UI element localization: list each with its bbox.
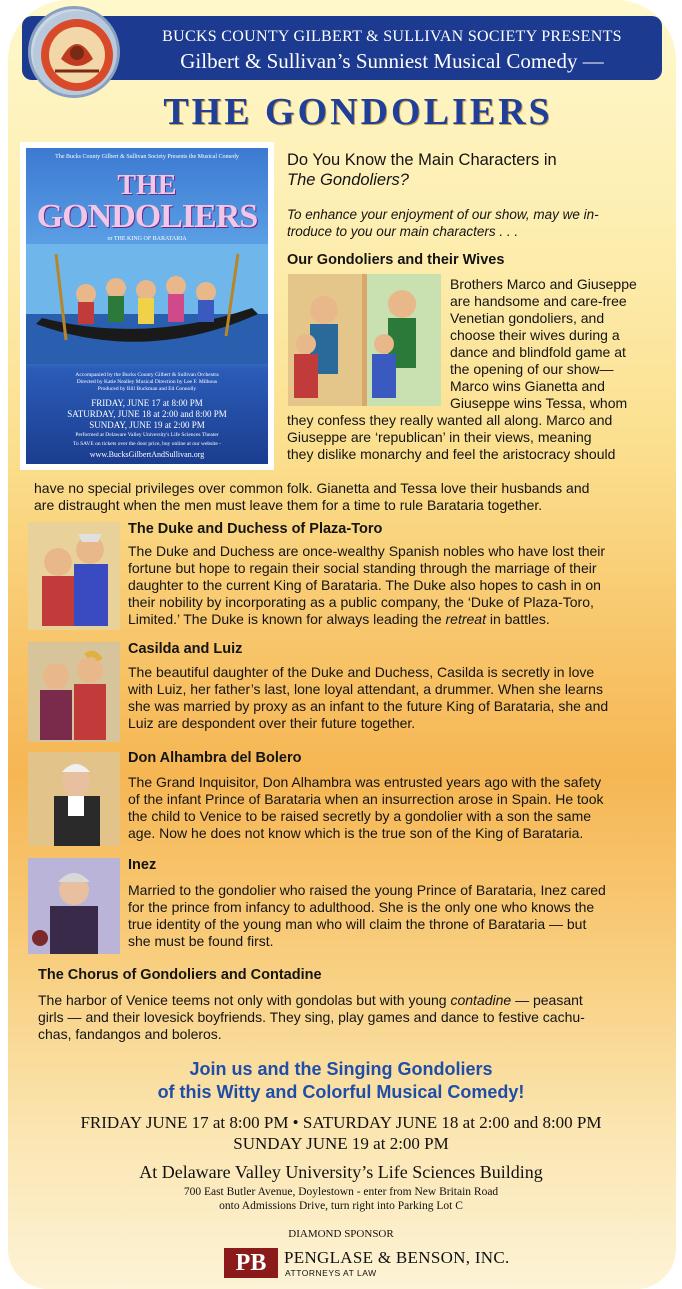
show-title: THE GONDOLIERS bbox=[163, 91, 553, 133]
don-text bbox=[128, 774, 604, 842]
wives-line: they dislike monarchy and feel the aristocracy should bbox=[287, 446, 616, 462]
intro-lead-line-2: troduce to you our main characters . . . bbox=[287, 224, 519, 239]
duke-text bbox=[128, 543, 605, 628]
casilda-line: Luiz are despondent over their future together. bbox=[128, 715, 416, 731]
section-heading-casilda: Casilda and Luiz bbox=[128, 641, 243, 657]
wives-line: are handsome and care-free bbox=[450, 293, 627, 309]
flyer-page bbox=[8, 0, 676, 1289]
presenter-line: BUCKS COUNTY GILBERT & SULLIVAN SOCIETY PRESENTS bbox=[162, 28, 622, 45]
section-heading-don: Don Alhambra del Bolero bbox=[128, 750, 302, 766]
chorus-line-tail: — peasant bbox=[511, 992, 583, 1008]
casilda-line: The beautiful daughter of the Duke and Duchess, Casilda is secretly in love bbox=[128, 664, 595, 680]
sponsor-subtitle: ATTORNEYS AT LAW bbox=[285, 1268, 377, 1278]
don-alhambra-image bbox=[28, 752, 120, 846]
poster-date-1: FRIDAY, JUNE 17 at 8:00 PM bbox=[91, 398, 203, 408]
casilda-line: she was married by proxy as an infant to the future King of Barataria, she and bbox=[128, 698, 609, 714]
call-to-action bbox=[8, 1058, 676, 1104]
cta-line-2: of this Witty and Colorful Musical Comedy! bbox=[157, 1082, 525, 1102]
poster-date-3: SUNDAY, JUNE 19 at 2:00 PM bbox=[89, 420, 205, 430]
venue-name: At Delaware Valley University’s Life Sciences Building bbox=[139, 1162, 543, 1182]
sponsor-logo: PB bbox=[224, 1248, 278, 1278]
inez-image bbox=[28, 858, 120, 954]
show-poster bbox=[20, 142, 274, 470]
duke-italic-word: retreat bbox=[445, 611, 486, 627]
inez-line: for the prince from infancy to adulthood. She is the only one who knows the bbox=[128, 899, 595, 915]
wives-line: Venetian gondoliers, and bbox=[450, 310, 605, 326]
venue-address bbox=[8, 1185, 676, 1213]
duke-duchess-image bbox=[28, 522, 120, 630]
intro-lead bbox=[287, 206, 599, 240]
sponsor-name: PENGLASE & BENSON, INC. bbox=[284, 1248, 510, 1267]
chorus-line-text: The harbor of Venice teems not only with gondolas but with young bbox=[38, 992, 451, 1008]
section-heading-inez: Inez bbox=[128, 857, 157, 873]
poster-title-the: THE bbox=[117, 170, 177, 201]
wives-line: are distraught when the men must leave them for a time to rule Barataria together. bbox=[34, 497, 543, 513]
inez-line: true identity of the young man who will claim the throne of Barataria — but bbox=[128, 916, 587, 932]
chorus-line-3: chas, fandangos and boleros. bbox=[38, 1026, 222, 1042]
poster-credits-3: Produced by Bill Buckman and Ed Connolly bbox=[97, 386, 197, 392]
chorus-line-1 bbox=[38, 992, 585, 1009]
wives-line: choose their wives during a bbox=[450, 327, 620, 343]
tagline: Gilbert & Sullivan’s Sunniest Musical Comedy — bbox=[180, 49, 604, 73]
don-line: age. Now he does not know which is the true son of the King of Barataria. bbox=[128, 825, 584, 841]
address-line-1: 700 East Butler Avenue, Doylestown - enter from New Britain Road bbox=[183, 1186, 499, 1198]
address-line-2: onto Admissions Drive, turn right into Parking Lot C bbox=[219, 1200, 463, 1212]
poster-credits-2: Directed by Katie Nealley Musical Direction by Lee F. Milhous bbox=[76, 379, 218, 385]
sponsor-label: DIAMOND SPONSOR bbox=[288, 1228, 394, 1240]
poster-date-2: SATURDAY, JUNE 18 at 2:00 and 8:00 PM bbox=[67, 409, 227, 419]
chorus-text bbox=[38, 992, 585, 1043]
casilda-luiz-image bbox=[28, 642, 120, 742]
wives-line: they confess they really wanted all along. Marco and bbox=[287, 412, 613, 428]
poster-credits-1: Accompanied by the Bucks County Gilbert & Sullivan Orchestra bbox=[75, 372, 219, 378]
dates-line-2: SUNDAY JUNE 19 at 2:00 PM bbox=[233, 1134, 449, 1153]
poster-top-line: The Bucks County Gilbert & Sullivan Society Presents the Musical Comedy bbox=[55, 154, 239, 160]
inez-text bbox=[128, 882, 606, 950]
duke-line: The Duke and Duchess are once-wealthy Spanish nobles who have lost their bbox=[128, 543, 606, 559]
intro-lead-line-1: To enhance your enjoyment of our show, may we in- bbox=[287, 207, 599, 222]
poster-venue: Performed at Delaware Valley University's Life Sciences Theater bbox=[75, 432, 219, 438]
wives-line: Giuseppe are ‘republican’ in their views, meaning bbox=[287, 429, 592, 445]
duke-line: fortune but hope to regain their social standing through the marriage of their bbox=[128, 560, 597, 576]
duke-line: daughter to the current King of Barataria. The Duke also hopes to cash in on bbox=[128, 577, 601, 593]
intro-heading-line-2: The Gondoliers? bbox=[287, 171, 409, 189]
don-line: the child to Venice to be raised secretly by a gondolier with a son the same bbox=[128, 808, 592, 824]
section-heading-duke: The Duke and Duchess of Plaza-Toro bbox=[128, 521, 383, 537]
poster-gondola-illustration bbox=[26, 244, 268, 364]
wives-line: dance and blindfold game at bbox=[450, 344, 626, 360]
poster-title: GONDOLIERS bbox=[36, 198, 258, 235]
duke-line-tail: in battles. bbox=[485, 611, 550, 627]
casilda-text bbox=[128, 664, 608, 732]
intro-heading-line-1: Do You Know the Main Characters in bbox=[287, 151, 557, 169]
section-heading-wives: Our Gondoliers and their Wives bbox=[287, 252, 505, 268]
don-line: of the infant Prince of Barataria when an insurrection arose in Spain. He took bbox=[128, 791, 604, 807]
intro-heading bbox=[287, 150, 557, 190]
inez-line: Married to the gondolier who raised the young Prince of Barataria, Inez cared bbox=[128, 882, 606, 898]
wives-text-mid bbox=[287, 412, 615, 463]
duke-line: their nobility by incorporating as a public company, the ‘Duke of Plaza-Toro, bbox=[128, 594, 594, 610]
gondoliers-wives-image bbox=[288, 274, 441, 406]
society-seal-logo bbox=[28, 6, 120, 98]
chorus-line-2: girls — and their lovesick boyfriends. They sing, play games and dance to festive cachu- bbox=[38, 1009, 585, 1025]
casilda-line: with Luiz, her father’s last, lone loyal attendant, a drummer. When she learns bbox=[128, 681, 603, 697]
poster-url: www.BucksGilbertAndSullivan.org bbox=[89, 450, 205, 459]
duke-line-text: Limited.’ The Duke is known for always leading the bbox=[128, 611, 442, 627]
wives-text-wide bbox=[34, 480, 589, 514]
wives-line: Brothers Marco and Giuseppe bbox=[450, 276, 637, 292]
wives-line: have no special privileges over common folk. Gianetta and Tessa love their husbands and bbox=[34, 480, 590, 496]
performance-dates bbox=[8, 1112, 676, 1154]
wives-line: the opening of our show— bbox=[450, 361, 614, 377]
dates-line-1: FRIDAY JUNE 17 at 8:00 PM • SATURDAY JUNE 18 at 2:00 and 8:00 PM bbox=[80, 1113, 602, 1132]
don-line: The Grand Inquisitor, Don Alhambra was entrusted years ago with the safety bbox=[128, 774, 602, 790]
poster-save: To SAVE on tickets over the door price, buy online at our website - bbox=[73, 441, 221, 447]
wives-line: Marco wins Gianetta and bbox=[450, 378, 605, 394]
inez-line: she must be found first. bbox=[128, 933, 274, 949]
wives-line: Giuseppe wins Tessa, whom bbox=[450, 395, 628, 411]
duke-line-last bbox=[128, 611, 605, 628]
section-heading-chorus: The Chorus of Gondoliers and Contadine bbox=[38, 967, 322, 983]
chorus-italic-word: contadine bbox=[450, 992, 512, 1008]
wives-text-narrow bbox=[450, 276, 637, 412]
poster-subtitle: or THE KING OF BARATARIA bbox=[107, 236, 187, 242]
cta-line-1: Join us and the Singing Gondoliers bbox=[189, 1059, 493, 1079]
